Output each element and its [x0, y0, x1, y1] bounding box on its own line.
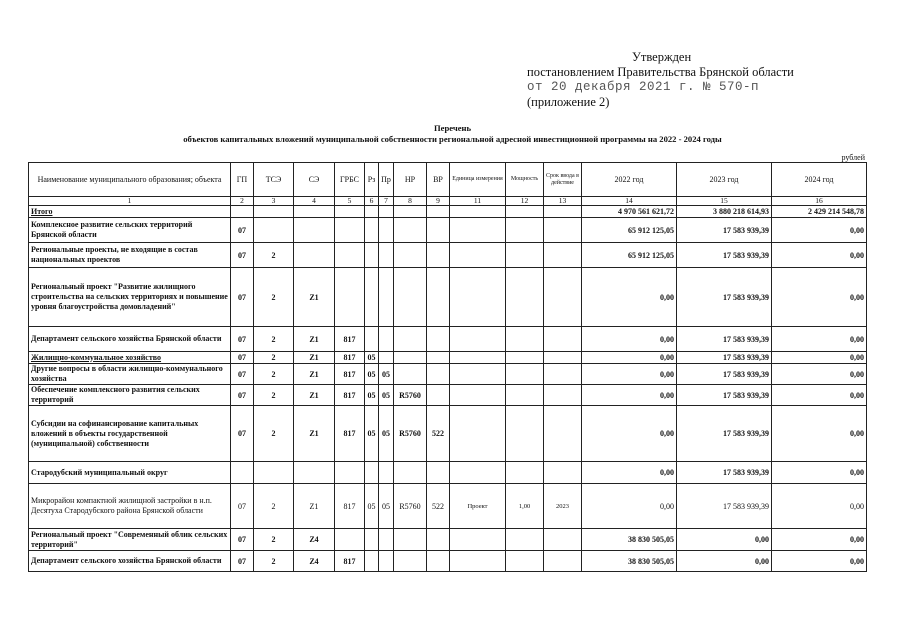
cell-unit [450, 364, 506, 385]
row-name: Региональный проект "Развитие жилищного строительства на сельских территориях и повышение уровня благоустройства домовладений" [29, 268, 231, 327]
cell-tse: 2 [254, 364, 294, 385]
row-name: Департамент сельского хозяйства Брянской области [29, 327, 231, 352]
cell-y2024: 0,00 [772, 218, 867, 243]
cell-power [506, 206, 544, 218]
cell-unit [450, 462, 506, 484]
cell-se: Z1 [294, 352, 335, 364]
cell-se [294, 218, 335, 243]
header-2022: 2022 год [582, 163, 677, 197]
cell-y2022: 0,00 [582, 364, 677, 385]
cell-nr [394, 243, 427, 268]
row-name: Итого [29, 206, 231, 218]
cell-gp: 07 [231, 218, 254, 243]
cell-term: 2023 [544, 484, 582, 529]
cell-grbs: 817 [335, 385, 365, 406]
cell-vr [427, 352, 450, 364]
cell-se: Z4 [294, 529, 335, 551]
cell-y2023: 17 583 939,39 [677, 364, 772, 385]
cell-y2024: 2 429 214 548,78 [772, 206, 867, 218]
cell-pr [379, 529, 394, 551]
cell-y2022: 0,00 [582, 385, 677, 406]
col-number: 16 [772, 197, 867, 206]
header-unit: Единица измерения [450, 163, 506, 197]
cell-y2022: 0,00 [582, 268, 677, 327]
cell-y2024: 0,00 [772, 462, 867, 484]
cell-grbs: 817 [335, 484, 365, 529]
cell-tse: 2 [254, 352, 294, 364]
cell-unit [450, 206, 506, 218]
cell-grbs: 817 [335, 327, 365, 352]
cell-pr [379, 218, 394, 243]
cell-unit [450, 551, 506, 572]
row-name: Региональные проекты, не входящие в состав национальных проектов [29, 243, 231, 268]
cell-nr [394, 364, 427, 385]
cell-pr [379, 551, 394, 572]
cell-y2022: 65 912 125,05 [582, 243, 677, 268]
cell-term [544, 268, 582, 327]
cell-grbs: 817 [335, 551, 365, 572]
cell-tse: 2 [254, 243, 294, 268]
cell-se [294, 462, 335, 484]
table-row [29, 243, 867, 268]
cell-rz: 05 [365, 406, 379, 462]
cell-rz [365, 206, 379, 218]
table-row [29, 327, 867, 352]
header-vr: ВР [427, 163, 450, 197]
col-number: 14 [582, 197, 677, 206]
cell-y2024: 0,00 [772, 364, 867, 385]
cell-vr: 522 [427, 484, 450, 529]
cell-nr [394, 462, 427, 484]
cell-y2023: 3 880 218 614,93 [677, 206, 772, 218]
cell-unit [450, 268, 506, 327]
units-label: рублей [841, 153, 865, 162]
cell-rz: 05 [365, 364, 379, 385]
cell-rz [365, 551, 379, 572]
cell-vr [427, 462, 450, 484]
cell-power [506, 268, 544, 327]
approval-line-4: (приложение 2) [527, 95, 610, 109]
header-gp: ГП [231, 163, 254, 197]
table-row [29, 406, 867, 462]
cell-power [506, 327, 544, 352]
cell-power [506, 352, 544, 364]
cell-term [544, 385, 582, 406]
cell-gp [231, 206, 254, 218]
document-subtitle: объектов капитальных вложений муниципальной собственности региональной адресной инвестиционной программы на 2022 - 2024 годы [183, 134, 722, 144]
header-2024: 2024 год [772, 163, 867, 197]
cell-grbs [335, 218, 365, 243]
cell-se: Z1 [294, 484, 335, 529]
column-number-row [29, 197, 867, 206]
cell-tse [254, 462, 294, 484]
col-number: 12 [506, 197, 544, 206]
cell-gp: 07 [231, 352, 254, 364]
cell-term [544, 462, 582, 484]
cell-power: 1,00 [506, 484, 544, 529]
cell-se [294, 243, 335, 268]
cell-grbs [335, 206, 365, 218]
cell-tse: 2 [254, 327, 294, 352]
cell-vr [427, 385, 450, 406]
cell-y2023: 17 583 939,39 [677, 243, 772, 268]
cell-y2022: 0,00 [582, 406, 677, 462]
cell-gp: 07 [231, 529, 254, 551]
cell-y2024: 0,00 [772, 327, 867, 352]
cell-rz [365, 529, 379, 551]
cell-power [506, 462, 544, 484]
col-number: 7 [379, 197, 394, 206]
cell-pr [379, 327, 394, 352]
table-row [29, 218, 867, 243]
investment-table [28, 162, 867, 572]
cell-unit: Проект [450, 484, 506, 529]
cell-rz: 05 [365, 352, 379, 364]
header-term: Срок ввода в действие [544, 163, 582, 197]
cell-y2023: 17 583 939,39 [677, 218, 772, 243]
cell-rz [365, 268, 379, 327]
cell-nr: R5760 [394, 484, 427, 529]
col-number: 2 [231, 197, 254, 206]
cell-y2024: 0,00 [772, 484, 867, 529]
cell-y2023: 0,00 [677, 551, 772, 572]
cell-gp: 07 [231, 385, 254, 406]
cell-y2022: 4 970 561 621,72 [582, 206, 677, 218]
cell-se: Z1 [294, 385, 335, 406]
cell-pr: 05 [379, 406, 394, 462]
cell-unit [450, 243, 506, 268]
table-row [29, 551, 867, 572]
cell-y2022: 0,00 [582, 352, 677, 364]
cell-y2024: 0,00 [772, 385, 867, 406]
cell-nr: R5760 [394, 385, 427, 406]
cell-se: Z1 [294, 268, 335, 327]
cell-y2023: 17 583 939,39 [677, 484, 772, 529]
cell-gp: 07 [231, 268, 254, 327]
header-nr: НР [394, 163, 427, 197]
cell-se: Z1 [294, 327, 335, 352]
cell-y2022: 38 830 505,05 [582, 551, 677, 572]
col-number: 11 [450, 197, 506, 206]
cell-vr [427, 243, 450, 268]
cell-grbs [335, 529, 365, 551]
cell-tse: 2 [254, 385, 294, 406]
cell-pr [379, 206, 394, 218]
header-se: СЭ [294, 163, 335, 197]
cell-gp: 07 [231, 364, 254, 385]
col-number: 4 [294, 197, 335, 206]
cell-pr [379, 352, 394, 364]
col-number: 1 [29, 197, 231, 206]
table-row [29, 385, 867, 406]
cell-grbs [335, 268, 365, 327]
row-name: Комплексное развитие сельских территорий Брянской области [29, 218, 231, 243]
table-row [29, 484, 867, 529]
row-name: Другие вопросы в области жилищно-коммунального хозяйства [29, 364, 231, 385]
cell-unit [450, 385, 506, 406]
cell-se: Z4 [294, 551, 335, 572]
cell-gp: 07 [231, 484, 254, 529]
cell-y2022: 0,00 [582, 484, 677, 529]
table-body [29, 206, 867, 572]
table-header-row [29, 163, 867, 197]
row-name: Жилищно-коммунальное хозяйство [29, 352, 231, 364]
cell-grbs: 817 [335, 364, 365, 385]
cell-gp: 07 [231, 551, 254, 572]
approval-line-1: Утвержден [632, 50, 692, 64]
cell-term [544, 243, 582, 268]
col-number: 15 [677, 197, 772, 206]
cell-power [506, 364, 544, 385]
cell-tse: 2 [254, 484, 294, 529]
cell-y2023: 17 583 939,39 [677, 462, 772, 484]
row-name: Стародубский муниципальный округ [29, 462, 231, 484]
approval-line-2: постановлением Правительства Брянской области [527, 65, 794, 79]
cell-unit [450, 406, 506, 462]
cell-vr [427, 529, 450, 551]
cell-pr [379, 462, 394, 484]
cell-pr [379, 243, 394, 268]
cell-pr: 05 [379, 484, 394, 529]
cell-rz [365, 462, 379, 484]
cell-vr [427, 206, 450, 218]
cell-y2024: 0,00 [772, 352, 867, 364]
cell-y2024: 0,00 [772, 551, 867, 572]
cell-y2024: 0,00 [772, 243, 867, 268]
cell-power [506, 551, 544, 572]
cell-term [544, 206, 582, 218]
cell-vr [427, 268, 450, 327]
cell-gp: 07 [231, 327, 254, 352]
cell-nr [394, 529, 427, 551]
cell-nr [394, 206, 427, 218]
cell-gp: 07 [231, 406, 254, 462]
header-name: Наименование муниципального образования; объекта [29, 163, 231, 197]
cell-y2023: 17 583 939,39 [677, 352, 772, 364]
table-row [29, 268, 867, 327]
row-name: Микрорайон компактной жилищной застройки в н.п. Десятуха Стародубского района Брянской области [29, 484, 231, 529]
row-name: Субсидии на софинансирование капитальных вложений в объекты государственной (муниципальной) собственности [29, 406, 231, 462]
row-name: Региональный проект "Современный облик сельских территорий" [29, 529, 231, 551]
cell-power [506, 529, 544, 551]
cell-y2024: 0,00 [772, 268, 867, 327]
header-pr: Пр [379, 163, 394, 197]
approval-block [527, 50, 794, 110]
cell-y2023: 17 583 939,39 [677, 385, 772, 406]
header-grbs: ГРБС [335, 163, 365, 197]
cell-power [506, 406, 544, 462]
col-number: 3 [254, 197, 294, 206]
cell-rz [365, 327, 379, 352]
cell-term [544, 406, 582, 462]
col-number: 9 [427, 197, 450, 206]
cell-grbs: 817 [335, 406, 365, 462]
header-tse: ТСЭ [254, 163, 294, 197]
cell-vr [427, 551, 450, 572]
header-power: Мощность [506, 163, 544, 197]
cell-pr: 05 [379, 364, 394, 385]
header-rz: Рз [365, 163, 379, 197]
table-row [29, 364, 867, 385]
cell-nr [394, 327, 427, 352]
col-number: 8 [394, 197, 427, 206]
cell-term [544, 352, 582, 364]
table-row [29, 462, 867, 484]
cell-tse: 2 [254, 551, 294, 572]
cell-y2023: 17 583 939,39 [677, 406, 772, 462]
cell-rz: 05 [365, 385, 379, 406]
cell-vr: 522 [427, 406, 450, 462]
cell-vr [427, 327, 450, 352]
cell-se: Z1 [294, 406, 335, 462]
cell-tse [254, 218, 294, 243]
col-number: 5 [335, 197, 365, 206]
cell-unit [450, 218, 506, 243]
cell-rz [365, 243, 379, 268]
cell-vr [427, 218, 450, 243]
cell-term [544, 218, 582, 243]
approval-line-3: от 20 декабря 2021 г. № 570-п [527, 80, 760, 94]
cell-tse: 2 [254, 406, 294, 462]
document-title: Перечень [433, 123, 472, 133]
cell-power [506, 243, 544, 268]
table-row [29, 206, 867, 218]
cell-term [544, 327, 582, 352]
cell-nr [394, 268, 427, 327]
cell-y2022: 0,00 [582, 462, 677, 484]
cell-unit [450, 529, 506, 551]
header-2023: 2023 год [677, 163, 772, 197]
cell-y2023: 17 583 939,39 [677, 327, 772, 352]
cell-term [544, 529, 582, 551]
row-name: Обеспечение комплексного развития сельских территорий [29, 385, 231, 406]
cell-nr [394, 551, 427, 572]
cell-rz: 05 [365, 484, 379, 529]
cell-grbs [335, 243, 365, 268]
cell-term [544, 364, 582, 385]
cell-y2022: 65 912 125,05 [582, 218, 677, 243]
row-name: Департамент сельского хозяйства Брянской области [29, 551, 231, 572]
table-row [29, 529, 867, 551]
cell-y2022: 0,00 [582, 327, 677, 352]
cell-tse [254, 206, 294, 218]
cell-pr: 05 [379, 385, 394, 406]
cell-y2023: 0,00 [677, 529, 772, 551]
col-number: 6 [365, 197, 379, 206]
cell-se: Z1 [294, 364, 335, 385]
cell-term [544, 551, 582, 572]
cell-unit [450, 352, 506, 364]
cell-gp [231, 462, 254, 484]
cell-nr: R5760 [394, 406, 427, 462]
cell-unit [450, 327, 506, 352]
cell-vr [427, 364, 450, 385]
cell-tse: 2 [254, 529, 294, 551]
cell-y2022: 38 830 505,05 [582, 529, 677, 551]
cell-rz [365, 218, 379, 243]
cell-gp: 07 [231, 243, 254, 268]
cell-nr [394, 218, 427, 243]
cell-y2023: 17 583 939,39 [677, 268, 772, 327]
cell-y2024: 0,00 [772, 406, 867, 462]
cell-se [294, 206, 335, 218]
cell-tse: 2 [254, 268, 294, 327]
cell-power [506, 218, 544, 243]
cell-grbs: 817 [335, 352, 365, 364]
cell-pr [379, 268, 394, 327]
cell-power [506, 385, 544, 406]
cell-grbs [335, 462, 365, 484]
col-number: 13 [544, 197, 582, 206]
cell-nr [394, 352, 427, 364]
cell-y2024: 0,00 [772, 529, 867, 551]
table-row [29, 352, 867, 364]
